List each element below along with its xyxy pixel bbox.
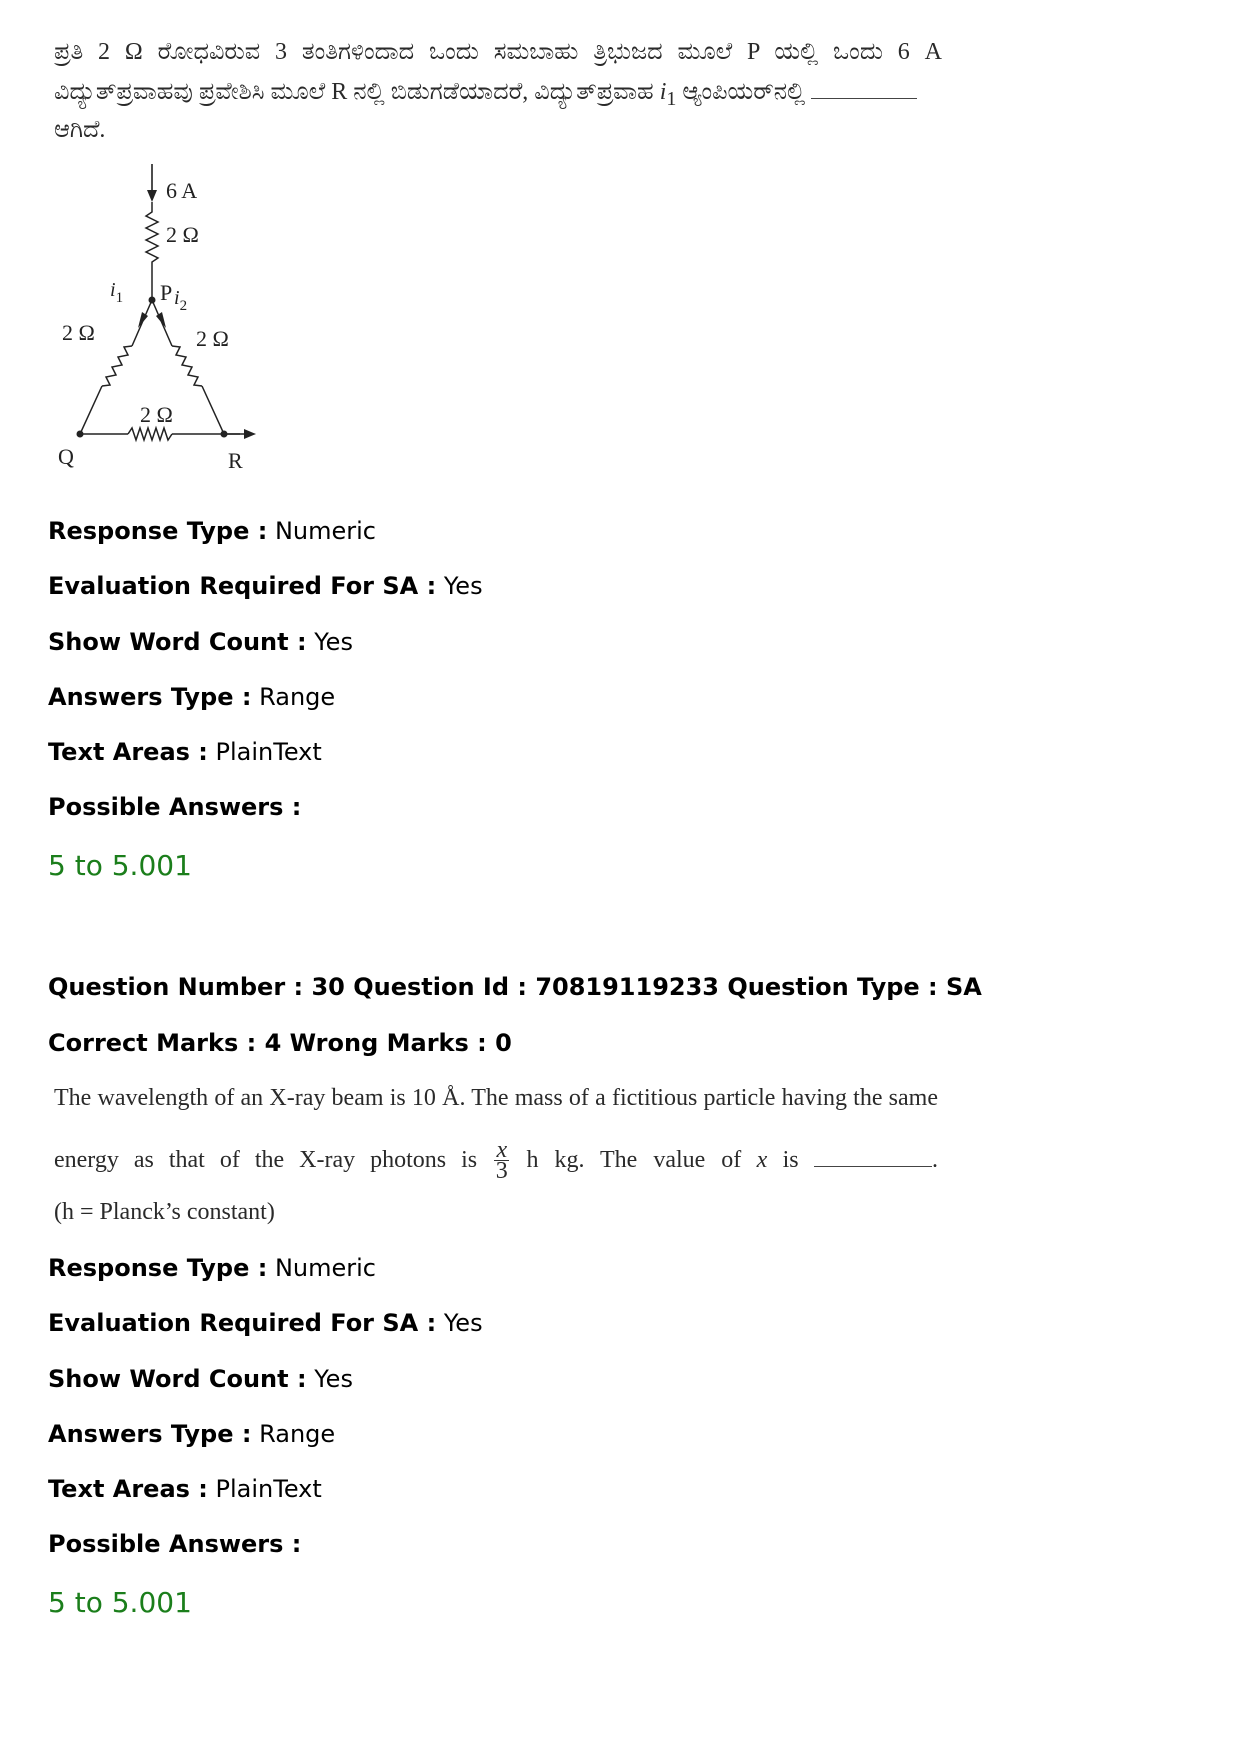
q30-text-line2-b: h kg. The value of: [526, 1147, 742, 1173]
i2-sub: 2: [179, 298, 188, 314]
answers-type-label: Answers Type :: [48, 1420, 252, 1448]
evaluation-label: Evaluation Required For SA :: [48, 1309, 437, 1337]
right-resistor: [172, 346, 202, 386]
answers-type-value: Range: [259, 1420, 336, 1448]
i1-label: [110, 279, 123, 306]
current-in-label: 6 A: [166, 178, 198, 203]
node-q-dot: [77, 431, 84, 438]
left-wire-bottom: [80, 386, 102, 434]
node-q-label: Q: [58, 444, 74, 469]
evaluation-value: Yes: [443, 1309, 483, 1337]
answers-type-label: Answers Type :: [48, 683, 252, 711]
q29-current-var: i: [659, 79, 667, 105]
text-areas-label: Text Areas :: [48, 1475, 208, 1503]
q30-possible-answers-label: [48, 1529, 301, 1559]
response-type-value: Numeric: [274, 517, 376, 545]
response-type-label: Response Type :: [48, 517, 268, 545]
q30-evaluation-required: [48, 1308, 483, 1338]
q29-show-word-count: [48, 627, 353, 657]
q30-var-x: x: [756, 1147, 768, 1173]
response-type-label: Response Type :: [48, 1254, 268, 1282]
left-resistor: [102, 346, 132, 386]
q30-header: Question Number : 30 Question Id : 70819119233 Question Type : SA: [48, 973, 982, 1001]
i2-var: i: [174, 287, 180, 309]
word-count-value: Yes: [314, 1365, 353, 1393]
q29-text-line2: [54, 76, 954, 115]
text-areas-label: Text Areas :: [48, 738, 208, 766]
q29-text-line1: ಪ್ರತಿ 2 Ω ರೋಧವಿರುವ 3 ತಂತಿಗಳಿಂದಾದ ಒಂದು ಸಮಬಾಹು ತ್ರಿಭುಜದ ಮೂಲೆ P ಯಲ್ಲಿ ಒಂದು 6 A: [54, 39, 942, 65]
q30-text-line2: [54, 1130, 938, 1190]
q30-answers-type: [48, 1419, 335, 1449]
q30-marks: Correct Marks : 4 Wrong Marks : 0: [48, 1029, 512, 1057]
q29-text-line3: ಆಗಿದೆ.: [54, 117, 106, 143]
q30-text-line3: (h = Planck’s constant): [54, 1199, 275, 1225]
q30-possible-answer: 5 to 5.001: [48, 1586, 192, 1619]
possible-answers-label: Possible Answers :: [48, 1530, 302, 1558]
q29-answers-type: [48, 682, 335, 712]
q30-show-word-count: [48, 1364, 353, 1394]
i1-sub: 1: [115, 290, 124, 306]
node-r-label: R: [228, 448, 243, 473]
node-p-label: P: [160, 280, 173, 305]
q29-evaluation-required: [48, 571, 483, 601]
q29-text-line2-a: ವಿದ್ಯುತ್‌ಪ್ರವಾಹವು ಪ್ರವೇಶಿಸಿ ಮೂಲೆ R ನಲ್ಲಿ ಬಿಡುಗಡೆಯಾದರೆ, ವಿದ್ಯುತ್‌ಪ್ರವಾಹ: [54, 79, 654, 105]
q30-answer-blank: .: [814, 1144, 938, 1176]
r-left-label: 2 Ω: [62, 320, 95, 345]
word-count-label: Show Word Count :: [48, 628, 307, 656]
q30-text-line2-c: is: [782, 1147, 799, 1173]
evaluation-value: Yes: [443, 572, 483, 600]
right-wire-bottom: [202, 386, 224, 434]
q29-text-areas: [48, 737, 322, 767]
answers-type-value: Range: [259, 683, 336, 711]
q30-text-line2-a: energy as that of the X-ray photons is: [54, 1147, 478, 1173]
r-right-label: 2 Ω: [196, 326, 229, 351]
q30-text-line1: The wavelength of an X-ray beam is 10 Å. The mass of a fictitious particle having the same: [54, 1085, 938, 1111]
node-r-dot: [221, 431, 228, 438]
q29-answer-blank: [811, 98, 917, 99]
q29-circuit-diagram: [50, 160, 290, 500]
q29-response-type: [48, 516, 376, 546]
bottom-resistor: [128, 428, 172, 440]
possible-answers-label: Possible Answers :: [48, 793, 302, 821]
i2-label: [174, 287, 187, 314]
q30-fraction-numerator: x: [496, 1136, 508, 1163]
input-arrow: [147, 190, 157, 202]
i1-var: i: [110, 279, 116, 301]
text-areas-value: PlainText: [215, 738, 322, 766]
r-bottom-label: 2 Ω: [140, 402, 173, 427]
response-type-value: Numeric: [274, 1254, 376, 1282]
r-top-label: 2 Ω: [166, 222, 199, 247]
q29-current-sub: 1: [666, 87, 677, 110]
text-areas-value: PlainText: [215, 1475, 322, 1503]
q30-text-areas: [48, 1474, 322, 1504]
q30-response-type: [48, 1253, 376, 1283]
q30-fraction-denominator: 3: [495, 1157, 508, 1184]
q29-possible-answers-label: [48, 792, 301, 822]
output-arrow: [244, 429, 256, 439]
evaluation-label: Evaluation Required For SA :: [48, 572, 437, 600]
q29-text-line2-b: ಆ್ಯಂಪಿಯರ್‌ನಲ್ಲಿ: [682, 79, 806, 105]
word-count-value: Yes: [314, 628, 353, 656]
q30-fraction: [494, 1136, 509, 1184]
word-count-label: Show Word Count :: [48, 1365, 307, 1393]
q29-possible-answer: 5 to 5.001: [48, 849, 192, 882]
top-resistor: [146, 202, 158, 298]
